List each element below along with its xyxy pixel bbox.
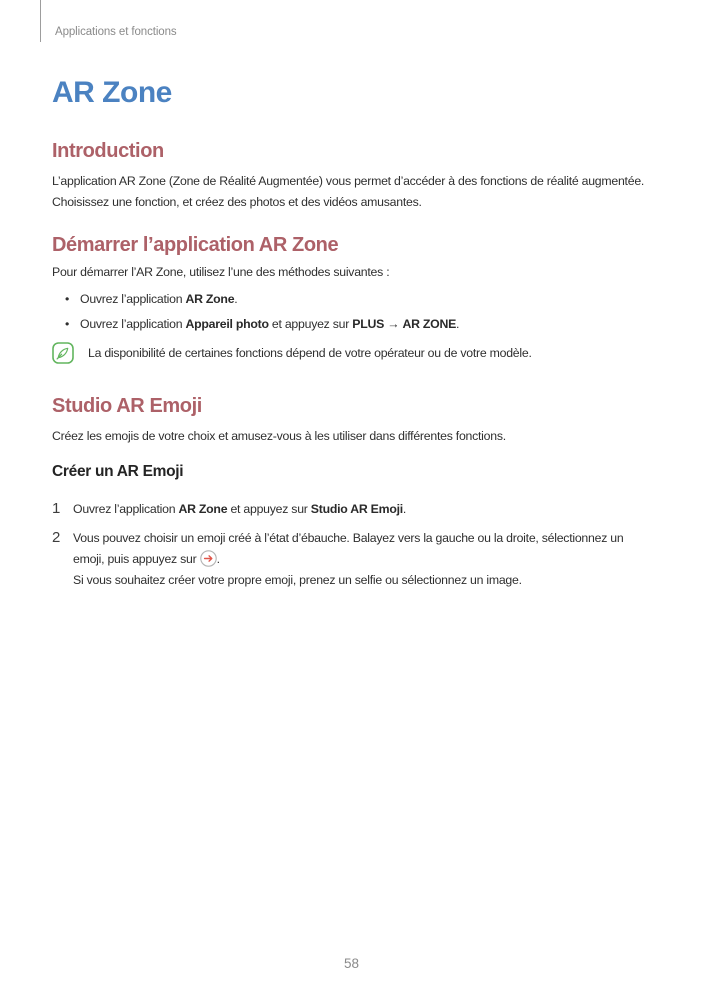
text-segment: .: [216, 552, 220, 566]
app-name-ar-zone: AR Zone: [178, 502, 228, 516]
list-item: [52, 314, 654, 335]
header-divider-line: [40, 0, 41, 42]
step-text: [73, 528, 654, 591]
studio-paragraph: Créez les emojis de votre choix et amusez-vous à les utiliser dans différentes fonctions.: [52, 429, 506, 443]
step-number: 1: [52, 500, 61, 517]
right-arrow-glyph: →: [384, 317, 403, 331]
info-note-text: La disponibilité de certaines fonctions dépend de votre opérateur ou de votre modèle.: [88, 345, 532, 360]
subsection-heading-create-ar-emoji: Créer un AR Emoji: [52, 463, 184, 480]
step-text: [73, 499, 654, 520]
bullet-marker: •: [65, 317, 70, 331]
introduction-paragraph: L’application AR Zone (Zone de Réalité Augmentée) vous permet d’accéder à des fonctions de réalité augmentée. Choisissez une fonction, et créez des photos et des vidéos amusantes.: [52, 174, 645, 209]
menu-label-ar-zone: AR ZONE: [402, 317, 457, 331]
info-note: [52, 342, 654, 364]
app-name-ar-zone: AR Zone: [185, 292, 235, 306]
text-segment: Ouvrez l’application: [80, 292, 186, 306]
list-item-text: [80, 314, 654, 335]
text-segment: et appuyez sur: [227, 502, 311, 516]
text-segment: Ouvrez l’application: [80, 317, 186, 331]
text-segment: Vous pouvez choisir un emoji créé à l’état d’ébauche. Balayez vers la gauche ou la droite, sélectionnez un emoji, puis appuyez sur: [73, 531, 624, 566]
menu-label-plus: PLUS: [352, 317, 385, 331]
text-segment: et appuyez sur: [268, 317, 353, 331]
quill-note-icon: [52, 342, 74, 364]
breadcrumb: Applications et fonctions: [55, 26, 177, 38]
text-segment: .: [456, 317, 460, 331]
text-segment: .: [402, 502, 407, 516]
numbered-step: [52, 499, 654, 520]
app-name-camera: Appareil photo: [185, 317, 269, 331]
section-heading-start-app: Démarrer l’application AR Zone: [52, 234, 339, 256]
feature-name-studio-ar-emoji: Studio AR Emoji: [310, 502, 403, 516]
numbered-step: [52, 528, 654, 591]
start-methods-list: [52, 289, 654, 339]
text-segment: Ouvrez l’application: [73, 502, 179, 516]
step-paragraph: Si vous souhaitez créer votre propre emoji, prenez un selfie ou sélectionnez un image.: [73, 573, 522, 587]
text-segment: .: [234, 292, 238, 306]
start-lead-paragraph: Pour démarrer l’AR Zone, utilisez l’une des méthodes suivantes :: [52, 265, 390, 279]
step-paragraph: [73, 528, 654, 570]
step-number: 2: [52, 529, 61, 546]
page-title: AR Zone: [52, 76, 172, 109]
list-item: [52, 289, 654, 310]
section-heading-studio-ar-emoji: Studio AR Emoji: [52, 395, 202, 417]
page-number: 58: [343, 956, 360, 971]
list-item-text: [80, 289, 654, 310]
section-heading-introduction: Introduction: [52, 140, 164, 162]
bullet-marker: •: [65, 292, 70, 306]
circled-right-arrow-icon: [200, 550, 217, 567]
